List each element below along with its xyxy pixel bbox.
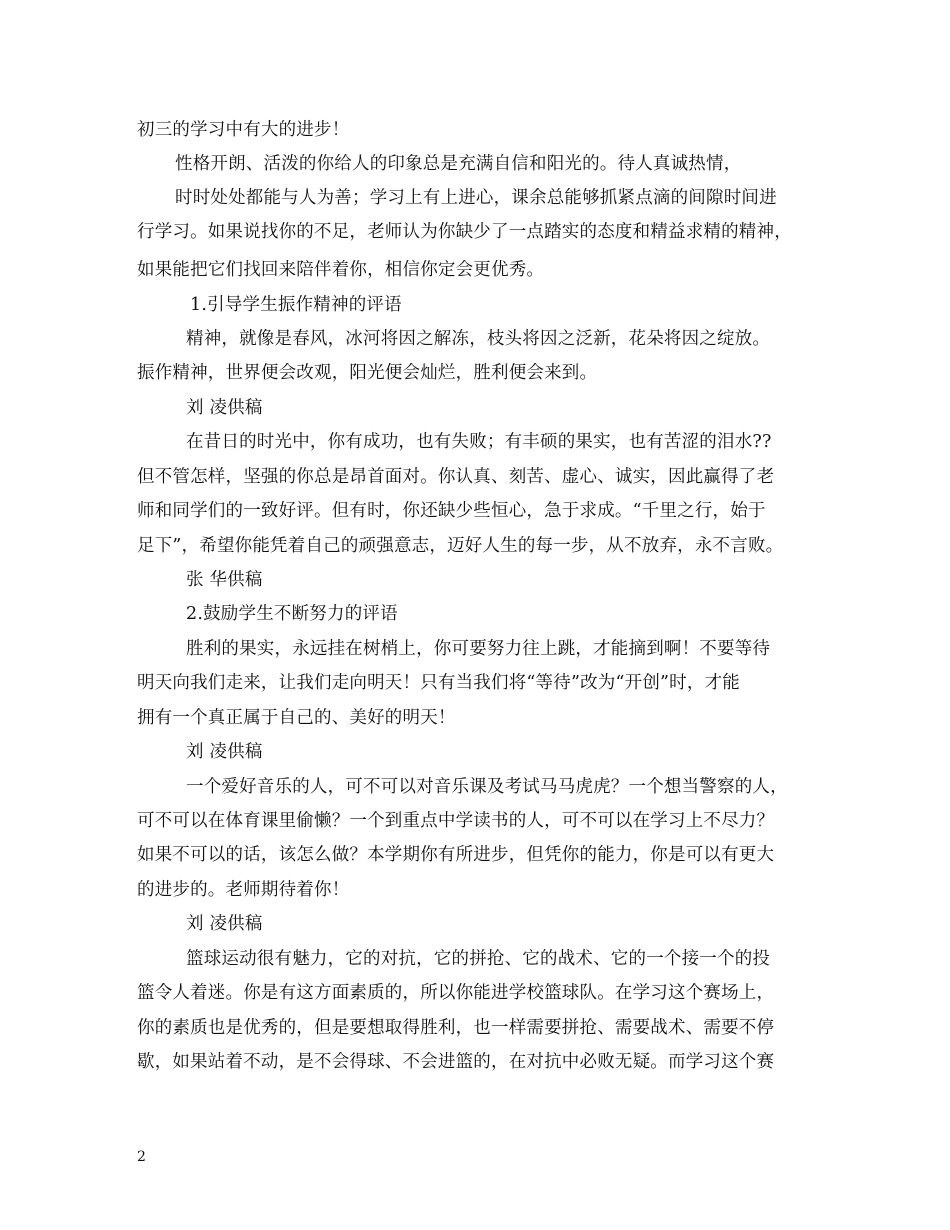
text-line: 拥有一个真正属于自己的、美好的明天！ xyxy=(137,708,456,728)
text-line: 振作精神，世界便会改观，阳光便会灿烂，胜利便会来到。 xyxy=(137,363,598,383)
section-heading: 2.鼓励学生不断努力的评语 xyxy=(186,604,398,624)
text-line: 但不管怎样，坚强的你总是昂首面对。你认真、刻苦、虚心、诚实，因此赢得了老 xyxy=(137,467,775,487)
text-line: 可不可以在体育课里偷懒？一个到重点中学读书的人，可不可以在学习上不尽力？ xyxy=(137,811,775,831)
text-line: 歇，如果站着不动，是不会得球、不会进篮的，在对抗中必败无疑。而学习这个赛 xyxy=(137,1052,775,1072)
page-number: 2 xyxy=(137,1149,146,1165)
text-line: 精神，就像是春风，冰河将因之解冻，枝头将因之泛新，花朵将因之绽放。 xyxy=(186,329,771,349)
text-line: 足下”，希望你能凭着自己的顽强意志，迈好人生的每一步，从不放弃，永不言败。 xyxy=(137,536,784,556)
text-line: 时时处处都能与人为善；学习上有上进心，课余总能够抓紧点滴的间隙时间进 xyxy=(175,188,777,208)
text-line: 如果能把它们找回来陪伴着你，相信你定会更优秀。 xyxy=(137,260,545,280)
text-line: 师和同学们的一致好评。但有时，你还缺少些恒心，急于求成。“千里之行，始于 xyxy=(137,501,766,521)
text-line: 性格开朗、活泼的你给人的印象总是充满自信和阳光的。待人真诚热情， xyxy=(175,154,742,174)
text-line: 篮球运动很有魅力，它的对抗，它的拼抢、它的战术、它的一个接一个的投 xyxy=(186,949,771,969)
text-line: 初三的学习中有大的进步！ xyxy=(137,120,350,140)
text-line: 一个爱好音乐的人，可不可以对音乐课及考试马马虎虎？一个想当警察的人， xyxy=(186,777,788,797)
text-line: 的进步的。老师期待着你！ xyxy=(137,880,350,900)
text-line: 明天向我们走来，让我们走向明天！只有当我们将“等待”改为“开创”时，才能 xyxy=(137,673,740,693)
text-line: 胜利的果实，永远挂在树梢上，你可要努力往上跳，才能摘到啊！不要等待 xyxy=(186,639,771,659)
text-line: 你的素质也是优秀的，但是要想取得胜利，也一样需要拼抢、需要战术、需要不停 xyxy=(137,1018,775,1038)
author-credit: 刘 凌供稿 xyxy=(186,742,263,762)
author-credit: 张 华供稿 xyxy=(186,570,263,590)
text-line: 如果不可以的话，该怎么做？本学期你有所进步，但凭你的能力，你是可以有更大 xyxy=(137,845,775,865)
author-credit: 刘 凌供稿 xyxy=(186,398,263,418)
section-heading: 1.引导学生振作精神的评语 xyxy=(190,295,402,315)
text-line: 行学习。如果说找你的不足，老师认为你缺少了一点踏实的态度和精益求精的精神， xyxy=(137,222,792,242)
text-line: 篮令人着迷。你是有这方面素质的，所以你能进学校篮球队。在学习这个赛场上， xyxy=(137,983,775,1003)
author-credit: 刘 凌供稿 xyxy=(186,914,263,934)
text-line: 在昔日的时光中，你有成功，也有失败；有丰硕的果实，也有苦涩的泪水?? xyxy=(186,432,772,452)
